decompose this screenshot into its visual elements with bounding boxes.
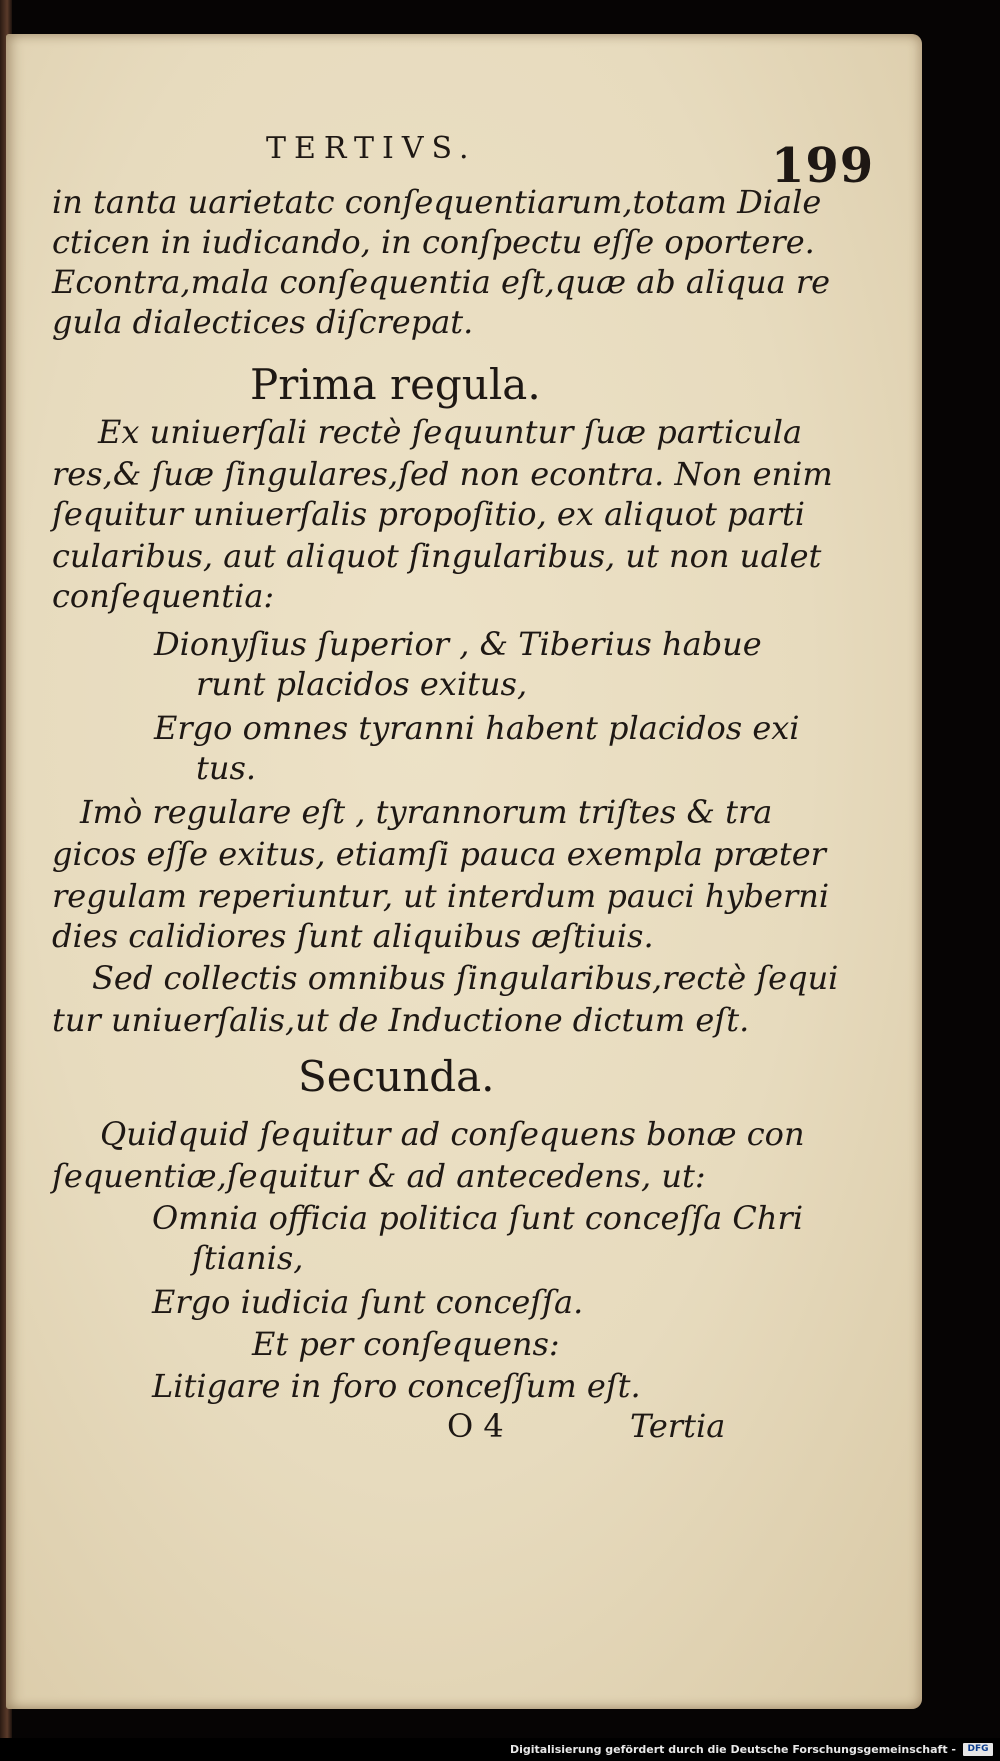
text-line: cularibus, aut aliquot ſingularibus, ut non ualet <box>52 537 822 575</box>
text-line: tur uniuerſalis,ut de Inductione dictum eſt. <box>52 1001 750 1039</box>
example-line: Et per conſequens: <box>252 1325 560 1363</box>
text-line: ſequentiæ,ſequitur & ad antecedens, ut: <box>52 1157 706 1195</box>
text-line: ſequitur uniuerſalis propoſitio, ex aliquot parti <box>52 495 805 533</box>
catchword: Tertia <box>630 1407 726 1445</box>
dfg-logo: DFG <box>963 1743 993 1756</box>
digitization-credit: Digitalisierung gefördert durch die Deutsche Forschungsgemeinschaft - <box>509 1743 956 1756</box>
example-line: tus. <box>196 749 257 787</box>
text-line: conſequentia: <box>52 577 275 615</box>
example-line: Ergo omnes tyranni habent placidos exi <box>154 709 800 747</box>
example-line: Dionyſius ſuperior , & Tiberius habue <box>154 625 762 663</box>
text-line: Imò regulare eſt , tyrannorum triſtes & tra <box>80 793 773 831</box>
text-line: regulam reperiuntur, ut interdum pauci hyberni <box>52 877 830 915</box>
text-line: cticen in iudicando, in conſpectu eſſe oportere. <box>52 223 815 261</box>
example-line: runt placidos exitus, <box>196 665 528 703</box>
text-line: Ex uniuerſali rectè ſequuntur ſuæ particula <box>98 413 803 451</box>
example-line: Litigare in foro conceſſum eſt. <box>152 1367 641 1405</box>
example-line: ſtianis, <box>192 1239 304 1277</box>
example-line: Ergo iudicia ſunt conceſſa. <box>152 1283 584 1321</box>
example-line: Omnia officia politica ſunt conceſſa Chri <box>152 1199 804 1237</box>
signature-mark: O 4 <box>447 1407 504 1445</box>
text-line: dies calidiores ſunt aliquibus æſtiuis. <box>52 917 654 955</box>
text-line: in tanta uarietatc conſequentiarum,totam Diale <box>52 183 822 221</box>
text-line: Sed collectis omnibus ſingularibus,rectè ſequi <box>92 959 839 997</box>
text-line: Quidquid ſequitur ad conſequens bonæ con <box>100 1115 805 1153</box>
section-heading: Prima regula. <box>250 360 541 409</box>
running-title: TERTIVS. <box>266 131 477 166</box>
text-line: gicos eſſe exitus, etiamſi pauca exempla præter <box>52 835 826 873</box>
text-line: Econtra,mala conſequentia eſt,quæ ab aliqua re <box>52 263 831 301</box>
section-heading: Secunda. <box>298 1052 495 1101</box>
text-line: gula dialectices diſcrepat. <box>52 303 474 341</box>
page-number: 199 <box>771 138 875 194</box>
text-line: res,& ſuæ ſingulares,ſed non econtra. Non enim <box>52 455 833 493</box>
